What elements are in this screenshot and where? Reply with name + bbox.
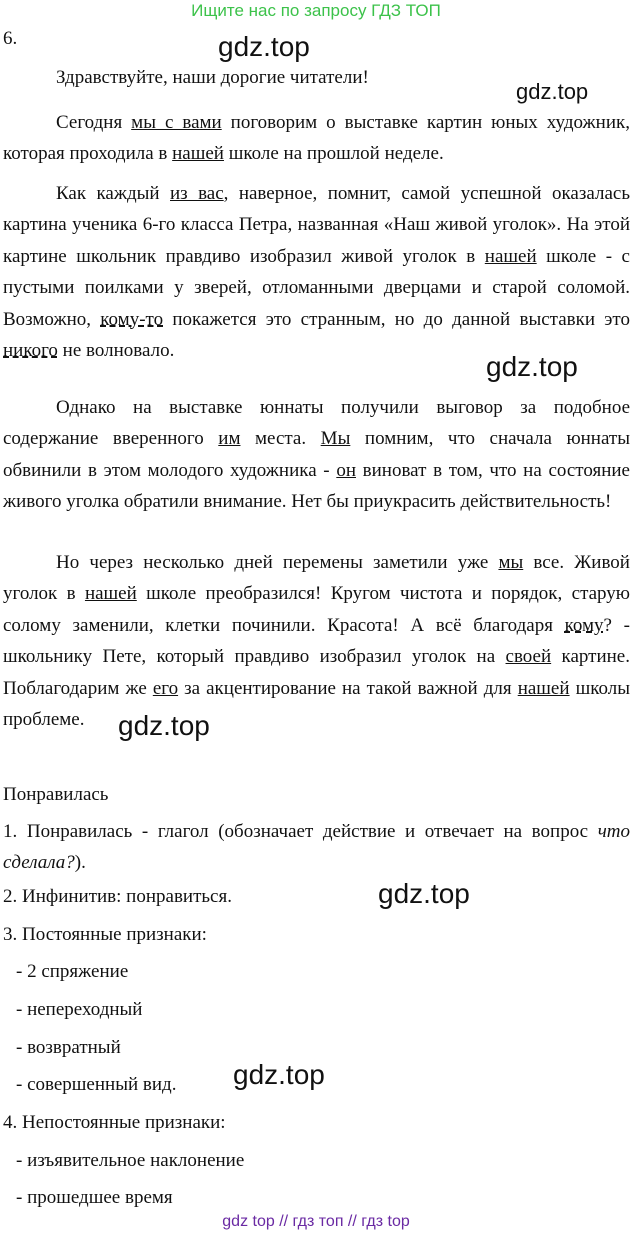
paragraph-3: Однако на выставке юннаты получили выговор за подобное содержание вверенного им места. Мы помним, что сначала юннаты обвинили в этом молодого художника - он виноват в том, что на состояние живого уголка обратили внимание. Нет бы приукрасить действительность! [3,397,630,513]
paragraph-4: Но через несколько дней перемены заметили уже мы все. Живой уголок в нашей школе преобразился! Кругом чистота и порядок, старую солому заменили, клетки починили. Красота! А всё благодаря кому? - школьнику Пете, который правдиво изобразил уголок на своей картине. Поблагодарим же его за акцентирование на такой важной для нашей школы проблеме. [3,552,630,731]
watermark: gdz.top [516,79,589,104]
constant-feature: - возвратный [16,1037,121,1058]
watermark: gdz.top [233,1059,325,1090]
watermark: gdz.top [378,878,470,909]
analysis-item-2: 2. Инфинитив: понравиться. [3,886,232,907]
search-banner[interactable]: Ищите нас по запросу ГДЗ ТОП [191,1,441,20]
watermark: gdz.top [486,351,578,382]
footer-links[interactable]: gdz top // гдз топ // гдз top [222,1213,410,1230]
constant-feature: - совершенный вид. [16,1074,177,1095]
constant-feature: - 2 спряжение [16,961,129,982]
nonconstant-feature: - изъявительное наклонение [16,1150,245,1171]
analysis-word: Понравилась [3,784,109,805]
analysis-item-1: 1. Понравилась - глагол (обозначает действие и отвечает на вопрос что сделала?). [3,821,630,873]
watermark: gdz.top [118,710,210,741]
analysis-item-4: 4. Непостоянные признаки: [3,1112,226,1133]
nonconstant-feature: - прошедшее время [16,1187,173,1208]
watermark: gdz.top [218,31,310,62]
paragraph-2: Как каждый из вас, наверное, помнит, самой успешной оказалась картина ученика 6-го класса Петра, названная «Наш живой уголок». На этой картине школьник правдиво изобразил живой уголок в нашей школе - с пустыми поилками у зверей, отломанными дверцами и старой соломой. Возможно, кому-то покажется это странным, но до данной выставки это никого не волновало. [3,183,630,362]
greeting: Здравствуйте, наши дорогие читатели! [56,67,369,88]
constant-feature: - непереходный [16,999,143,1020]
paragraph-1: Сегодня мы с вами поговорим о выставке картин юных художник, которая проходила в нашей школе на прошлой неделе. [3,112,630,165]
analysis-item-3: 3. Постоянные признаки: [3,924,207,945]
task-number: 6. [3,28,18,49]
